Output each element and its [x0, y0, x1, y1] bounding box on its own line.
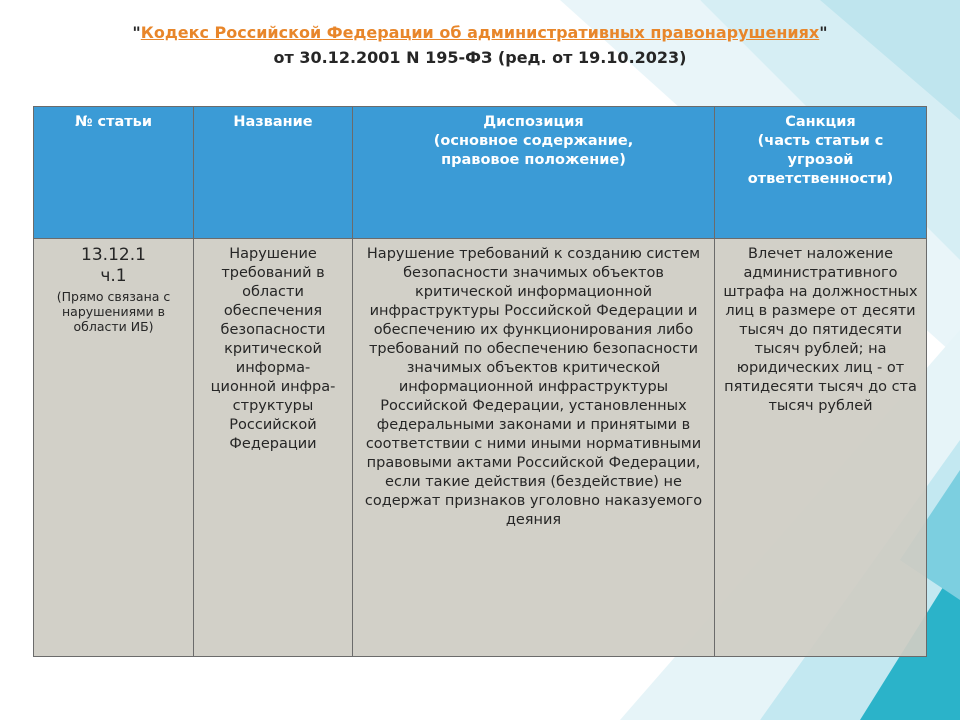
- cell-name: [194, 239, 353, 657]
- cell-article-number: [34, 239, 194, 657]
- law-title-link[interactable]: Кодекс Российской Федерации об административных правонарушениях: [140, 23, 820, 42]
- article-table: [33, 106, 927, 657]
- cell-sanction: [715, 239, 927, 657]
- column-header-sanction: [715, 107, 927, 239]
- column-title: № статьи: [74, 114, 152, 130]
- page-title: [0, 20, 960, 70]
- cell-disposition: [353, 239, 715, 657]
- article-number: 13.12.1: [81, 245, 146, 265]
- column-title: Название: [233, 114, 313, 130]
- article-name: Нарушение требований в области обеспечения безопасности критической информа-ционной инфра-структуры Российской Федерации: [210, 246, 336, 452]
- column-title: Диспозиция: [483, 114, 584, 130]
- article-disposition: Нарушение требований к созданию систем безопасности значимых объектов критической информационной инфраструктуры Российской Федерации и обеспечению их функционирования либо требований по обеспечению безопасности значимых объектов критической информационной инфраструктуры Российской Федерации, установленных федеральными законами и принятыми в соответствии с ними иными нормативными правовыми актами Российской Федерации, если такие действия (бездействие) не содержат признаков уголовно наказуемого деяния: [364, 246, 703, 528]
- column-title: Санкция: [785, 114, 856, 130]
- column-subtitle: (основное содержание, правовое положение): [433, 133, 634, 168]
- quote-open: ": [132, 23, 141, 42]
- law-subtitle: от 30.12.2001 N 195-ФЗ (ред. от 19.10.2023): [273, 48, 687, 67]
- quote-close: ": [819, 23, 828, 42]
- column-header-disposition: [353, 107, 715, 239]
- column-subtitle: (часть статьи с угрозой ответственности): [747, 133, 894, 187]
- column-header-name: [194, 107, 353, 239]
- law-title-line: [0, 20, 960, 45]
- article-part: ч.1: [100, 266, 127, 286]
- article-note: (Прямо связана с нарушениями в области ИБ): [56, 289, 171, 334]
- table-header-row: [34, 107, 927, 239]
- table-row: [34, 239, 927, 657]
- column-header-article-number: [34, 107, 194, 239]
- article-sanction: Влечет наложение административного штрафа на должностных лиц в размере от десяти тысяч до пятидесяти тысяч рублей; на юридических лиц - от пятидесяти тысяч до ста тысяч рублей: [723, 246, 918, 414]
